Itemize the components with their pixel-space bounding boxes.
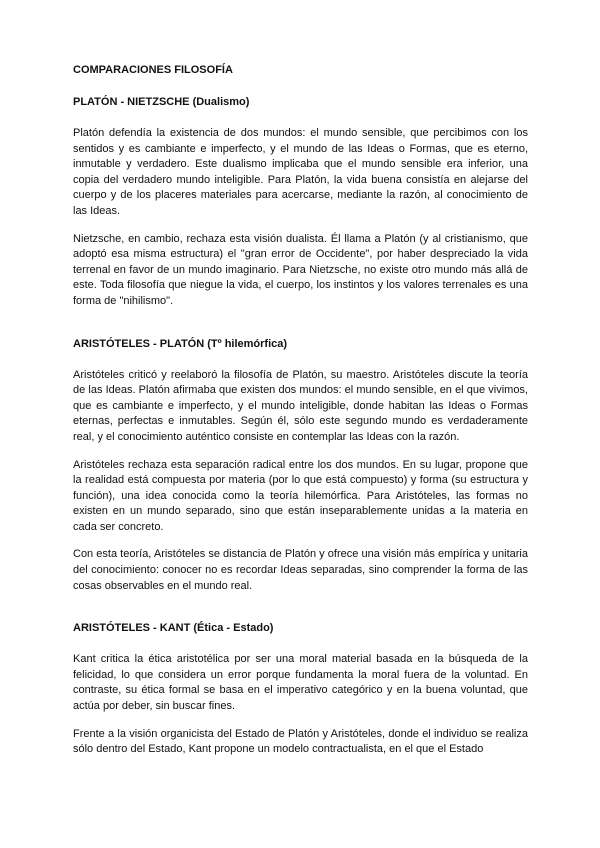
section-spacer bbox=[73, 606, 528, 620]
section-spacer bbox=[73, 322, 528, 336]
paragraph: Kant critica la ética aristotélica por ser una moral material basada en la búsqueda de la felicidad, lo que considera un error porque fundamenta la moral fuera de la voluntad. En contraste, su ética formal se basa en el imperativo categórico y en la buena voluntad, que actúa por deber, sin buscar fines. bbox=[73, 653, 528, 713]
paragraph: Aristóteles rechaza esta separación radical entre los dos mundos. En su lugar, propone que la realidad está compuesta por materia (por lo que está compuesto) y forma (su estructura y función), una idea conocida como la teoría hilemórfica. Para Aristóteles, las formas no existen en un mundo separado, sino que están inseparablemente unidas a la materia en cada ser concreto. bbox=[73, 458, 528, 533]
paragraph: Nietzsche, en cambio, rechaza esta visión dualista. Él llama a Platón (y al cristianismo, que adoptó esa misma estructura) el "gran error de Occidente", por haber despreciado la vida terrenal en favor de un mundo imaginario. Para Nietzsche, no existe otro mundo más allá de este. Toda filosofía que niegue la vida, el cuerpo, los instintos y los valores terrenales es una forma de "nihilismo". bbox=[73, 232, 528, 307]
section-aristoteles-kant bbox=[73, 620, 528, 758]
paragraph: Con esta teoría, Aristóteles se distancia de Platón y ofrece una visión más empírica y unitaria del conocimiento: conocer no es recordar Ideas separadas, sino comprender la forma de las cosas observables en el mundo real. bbox=[73, 548, 528, 592]
document-title: COMPARACIONES FILOSOFÍA bbox=[73, 64, 233, 76]
paragraph: Frente a la visión organicista del Estado de Platón y Aristóteles, donde el individuo se realiza sólo dentro del Estado, Kant propone un modelo contractualista, en el que el Estado bbox=[73, 727, 528, 756]
paragraph: Platón defendía la existencia de dos mundos: el mundo sensible, que percibimos con los sentidos y es cambiante e imperfecto, y el mundo de las Ideas o Formas, que es eterno, inmutable y verdadero. Este dualismo implicaba que el mundo sensible era inferior, una copia del verdadero mundo inteligible. Para Platón, la vida buena consistía en alejarse del cuerpo y de los placeres materiales para acercarse, mediante la razón, al conocimiento de las Ideas. bbox=[73, 127, 528, 217]
section-heading: ARISTÓTELES - PLATÓN (Tº hilemórfica) bbox=[73, 337, 288, 350]
section-heading: PLATÓN - NIETZSCHE (Dualismo) bbox=[73, 96, 250, 108]
section-heading: ARISTÓTELES - KANT (Ética - Estado) bbox=[73, 622, 274, 635]
section-platon-nietzsche bbox=[73, 94, 528, 310]
section-aristoteles-platon bbox=[73, 336, 528, 595]
document-page bbox=[73, 62, 528, 770]
paragraph: Aristóteles criticó y reelaboró la filosofía de Platón, su maestro. Aristóteles discute la teoría de las Ideas. Platón afirmaba que existen dos mundos: el mundo sensible, en el que vivimos, que es cambiante e imperfecto, y el mundo inteligible, donde habitan las Ideas o Formas eternas, perfectas e inmutables. Según él, sólo este segundo mundo es verdaderamente real, y el conocimiento auténtico consiste en contemplar las Ideas con la razón. bbox=[73, 368, 528, 443]
